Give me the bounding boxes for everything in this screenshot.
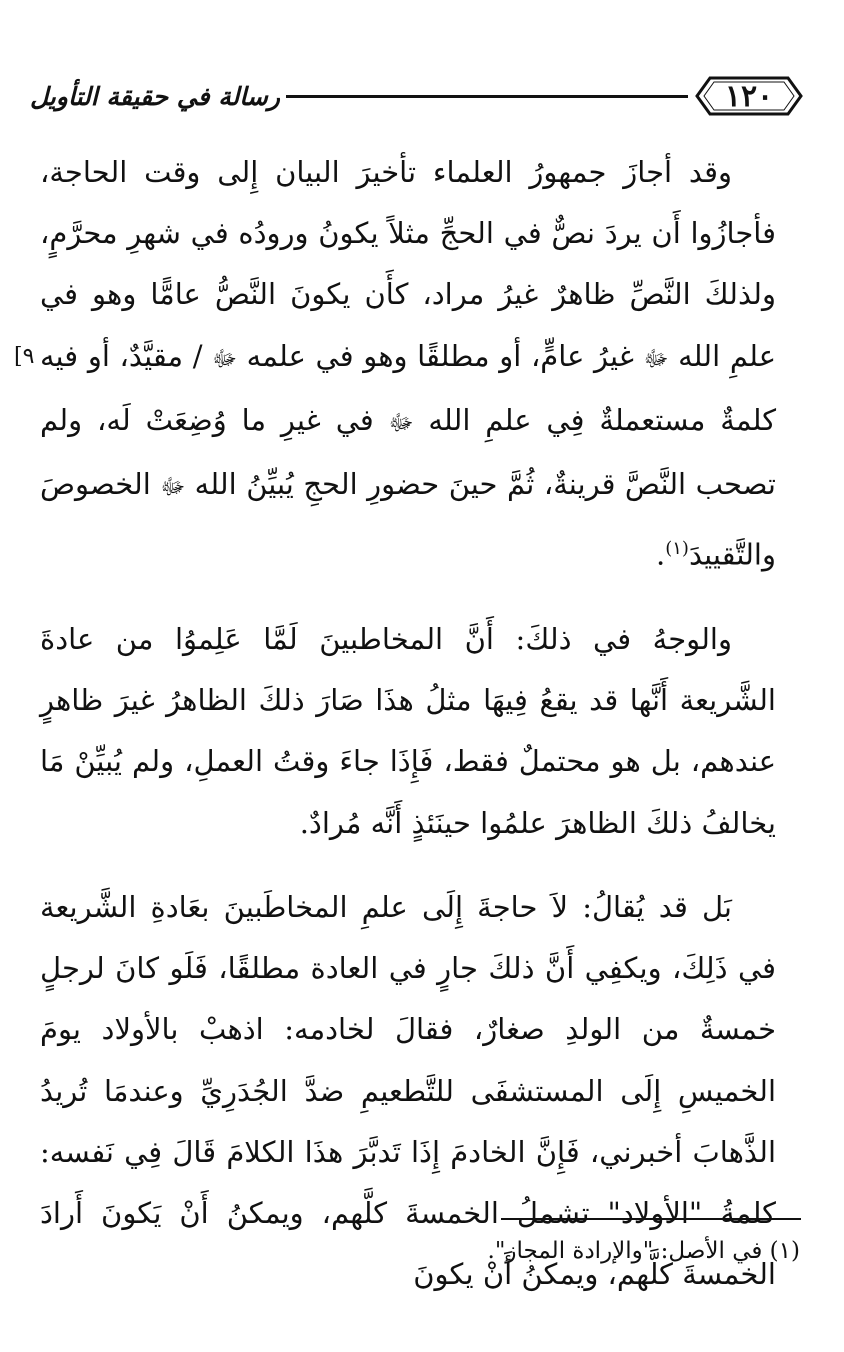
p1-line-4: غيرُ عامٍّ، أو مطلقًا وهو في علمه [246,338,634,373]
p1-line-1: وقد أجازَ جمهورُ العلماء تأخيرَ البيان إِلى وقت الحاجة، فأجازُوا [40,155,776,251]
honorific-glyph: ﷻ [160,475,186,501]
footnote-reference[interactable]: (١) [665,538,689,560]
honorific-glyph: ﷻ [388,410,414,436]
page-number: ١٢٠ [724,78,774,114]
paragraph-2: والوجهُ في ذلكَ: أَنَّ المخاطبينَ لَمَّا عَلِموُا من عادةَ الشَّريعة أَنَّها قد يقعُ فِيهَا مثلُ هذَا صَارَ ذلكَ الظاهرُ غيرَ ظاهرٍ عندهم، بل هو محتملٌ فقط، فَإِذَا جاءَ وقتُ العملِ، ولم يُبيِّنْ مَا يخالفُ ذلكَ الظاهرَ علمُوا حينَئذٍ أَنَّه مُرادٌ. [40,622,776,840]
margin-page-marker: [٩ [14,344,35,369]
p1-line-8: حينَ حضورِ الحجِ يُبيِّنُ الله [194,467,498,502]
p1-line-5: / مقيَّدٌ، أو فيه كلمةٌ مستعملةٌ [40,338,776,437]
footnote: (١) في الأصل: "والإرادة المجاز". [487,1238,800,1264]
paragraph-1: وقد أجازَ جمهورُ العلماء تأخيرَ البيان إِلى وقت الحاجة، فأجازُوا أَن يردَ نصٌّ في الحجِّ مثلاً يكونُ ورودُه في شهرِ محرَّمٍ، ولذلكَ النَّصِّ ظاهرٌ غيرُ مراد، كأَن يكونَ النَّصُّ عامًّا وهو في علمِ الله ﷻ غيرُ عامٍّ، أو مطلقًا وهو في علمه ﷻ / مقيَّدٌ، أو فيه كلمةٌ مستعملةٌ فِي علمِ الله ﷻ في غيرِ ما وُضِعَتْ لَه، ولم تصحب النَّصَّ قرينةٌ، ثُمَّ حينَ حضورِ الحجِ يُبيِّنُ الله ﷻ الخصوصَ والتَّقييدَ$^{(١)}$. [40,155,777,572]
book-title: رسالة في حقيقة التأويل [30,81,280,111]
p1-line-7: في غيرِ ما وُضِعَتْ لَه، ولم تصحب النَّصَّ قرينةٌ، ثُمَّ [40,402,777,502]
footnote-separator [501,1218,801,1220]
p1-line-9: الخصوصَ والتَّقييدَ [40,467,776,572]
page-number-badge [694,75,804,117]
page-header [30,70,804,122]
p1-line-6: فِي علمِ الله [428,402,585,437]
p1-line-3: النَّصِّ ظاهرٌ غيرُ مراد، كأَن يكونَ النَّصُّ عامًّا وهو في علمِ الله [40,277,777,373]
header-rule [286,95,688,98]
paragraph-3: بَل قد يُقالُ: لاَ حاجةَ إِلَى علمِ المخاطَبينَ بعَادةِ الشَّريعة في ذَلِكَ، ويكفِي أَنَّ ذلكَ جارٍ في العادة مطلقًا، فَلَو كانَ لرجلٍ خمسةٌ من الولدِ صغارٌ، فقالَ لخادمه: اذهبْ بالأولاد يومَ الخميسِ إِلَى المستشفَى للتَّطعيمِ ضدَّ الجُدَرِيِّ وعندمَا تُريدُ الذَّهابَ أخبرني، فَإِنَّ الخادمَ إِذَا تَدبَّرَ هذَا الكلامَ قَالَ فِي نَفسه: كلمةُ "الأولاد" تشملُ الخمسةَ كلَّهم، ويمكنُ أَنْ يَكونَ أَرادَ الخمسةَ كلَّهم، ويمكنُ أَنْ يكونَ [40,889,776,1292]
p1-line-2: أَن يردَ نصٌّ في الحجِّ مثلاً يكونُ ورودُه في شهرِ محرَّمٍ، ولذلكَ [40,216,777,312]
honorific-glyph: ﷻ [212,346,237,372]
honorific-glyph: ﷻ [643,346,669,372]
main-text [40,142,776,1305]
